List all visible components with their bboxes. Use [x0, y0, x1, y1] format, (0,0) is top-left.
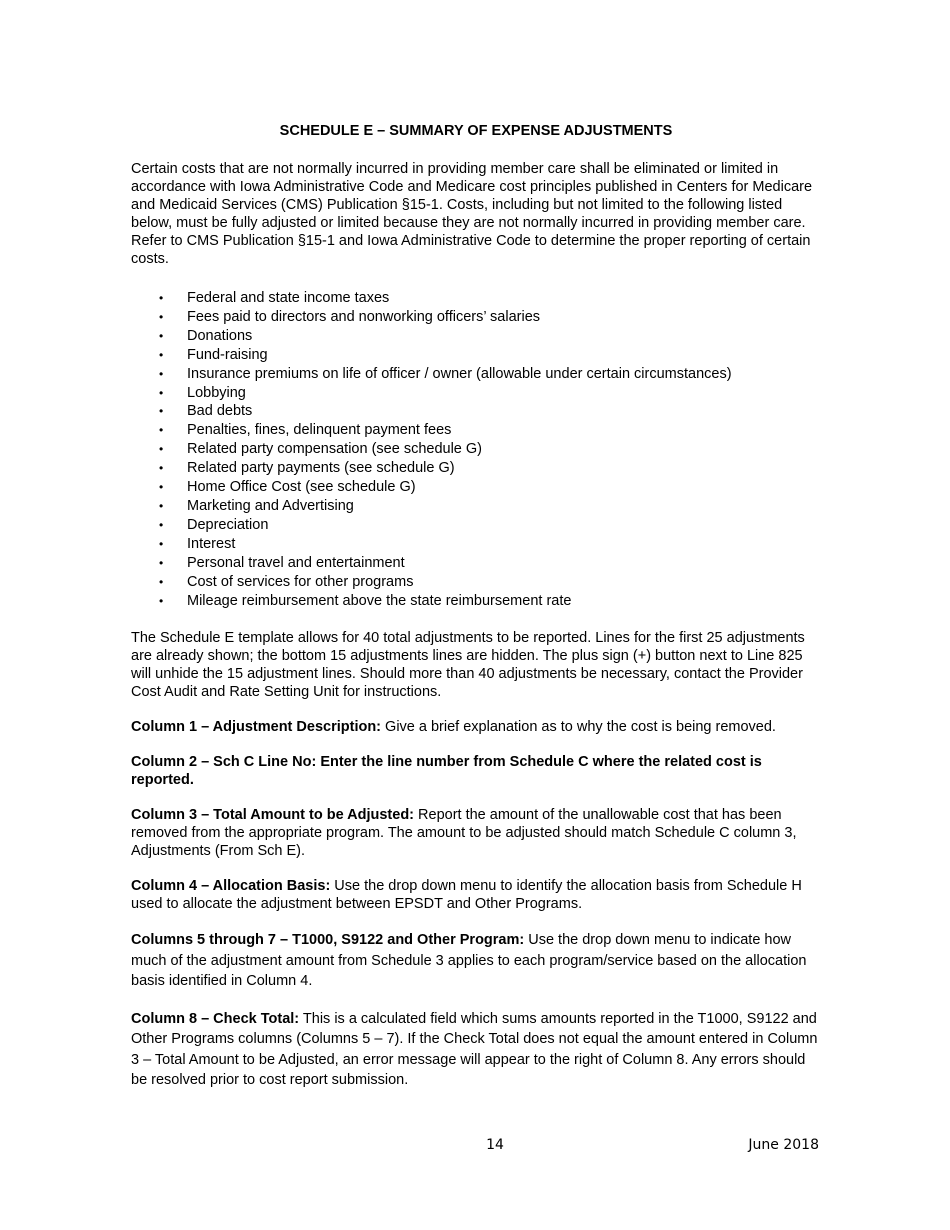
column-4-description — [131, 877, 821, 913]
bullet-icon: • — [159, 423, 164, 438]
bullet-icon: • — [159, 366, 164, 381]
list-item — [131, 573, 821, 592]
list-item — [131, 592, 821, 611]
list-item-text: Depreciation — [187, 516, 269, 533]
bullet-icon: • — [159, 309, 164, 324]
bullet-icon: • — [159, 480, 164, 495]
revision-date: June 2018 — [748, 1137, 819, 1153]
column-8-text: This is a calculated field which sums amounts reported in the T1000, S9122 and Other Programs columns (Columns 5 – 7). If the Check Total does not equal the amount entered in Column 3 – Total Amount to be Adjusted, an error message will appear to the right of Column 8. Any errors should be resolved prior to cost report submission. — [131, 1010, 818, 1089]
column-8-label: Column 8 – Check Total: — [131, 1010, 300, 1027]
list-item-text: Cost of services for other programs — [187, 573, 414, 590]
column-8-description — [131, 1009, 821, 1091]
list-item — [131, 459, 821, 478]
list-item — [131, 497, 821, 516]
bullet-icon: • — [159, 555, 164, 570]
columns-5-7-description — [131, 930, 821, 992]
list-item-text: Personal travel and entertainment — [187, 554, 405, 571]
list-item-text: Fees paid to directors and nonworking officers’ salaries — [187, 308, 541, 325]
list-item — [131, 402, 821, 421]
bullet-icon: • — [159, 442, 164, 457]
columns-5-7-text: Use the drop down menu to indicate how much of the adjustment amount from Schedule 3 applies to each program/service based on the allocation basis identified in Column 4. — [131, 932, 807, 990]
list-item-text: Donations — [187, 327, 253, 344]
column-1-label: Column 1 – Adjustment Description: — [131, 719, 382, 736]
list-item-text: Insurance premiums on life of officer / owner (allowable under certain circumstances) — [187, 365, 732, 382]
bullet-icon: • — [159, 328, 164, 343]
list-item — [131, 478, 821, 497]
document-page — [131, 122, 821, 1091]
list-item — [131, 440, 821, 459]
list-item-text: Bad debts — [187, 403, 253, 420]
list-item — [131, 384, 821, 403]
page-number: 14 — [486, 1137, 504, 1153]
list-item — [131, 308, 821, 327]
list-item — [131, 346, 821, 365]
bullet-icon: • — [159, 461, 164, 476]
list-item-text: Penalties, fines, delinquent payment fees — [187, 422, 452, 439]
bullet-icon: • — [159, 593, 164, 608]
list-item — [131, 554, 821, 573]
list-item — [131, 421, 821, 440]
column-3-label: Column 3 – Total Amount to be Adjusted: — [131, 807, 415, 824]
columns-5-7-label: Columns 5 through 7 – T1000, S9122 and Other Program: — [131, 932, 525, 949]
column-3-text: Report the amount of the unallowable cost that has been removed from the appropriate program. The amount to be adjusted should match Schedule C column 3, Adjustments (From Sch E). — [131, 807, 797, 860]
list-item-text: Federal and state income taxes — [187, 290, 390, 306]
column-2-label: Column 2 – Sch C Line No: Enter the line number from Schedule C where the related cost is reported. — [131, 754, 762, 789]
intro-paragraph: Certain costs that are not normally incurred in providing member care shall be eliminated or limited in accordance with Iowa Administrative Code and Medicare cost principles published in Centers for Medicare and Medicaid Services (CMS) Publication §15-1. Costs, including but not limited to the following listed below, must be fully adjusted or limited because they are not normally incurred in providing member care. Refer to CMS Publication §15-1 and Iowa Administrative Code to determine the proper reporting of certain costs. — [131, 161, 813, 267]
column-4-text: Use the drop down menu to identify the allocation basis from Schedule H used to allocate the adjustment between EPSDT and Other Programs. — [131, 878, 802, 913]
list-item — [131, 365, 821, 384]
list-item-text: Interest — [187, 535, 236, 552]
bullet-icon: • — [159, 291, 164, 305]
page-title: SCHEDULE E – SUMMARY OF EXPENSE ADJUSTMENTS — [279, 123, 673, 139]
column-3-description — [131, 806, 821, 860]
list-item-text: Fund-raising — [187, 346, 268, 363]
list-item-text: Related party compensation (see schedule G) — [187, 441, 482, 458]
list-item-text: Related party payments (see schedule G) — [187, 460, 455, 477]
column-1-text: Give a brief explanation as to why the cost is being removed. — [381, 719, 776, 736]
list-item — [131, 535, 821, 554]
column-1-description — [131, 718, 821, 736]
list-item-text: Home Office Cost (see schedule G) — [187, 479, 416, 496]
template-note-paragraph: The Schedule E template allows for 40 total adjustments to be reported. Lines for the first 25 adjustments are already shown; the bottom 15 adjustments lines are hidden. The plus sign (+) button next to Line 825 will unhide the 15 adjustment lines. Should more than 40 adjustments be necessary, contact the Provider Cost Audit and Rate Setting Unit for instructions. — [131, 630, 805, 701]
list-item — [131, 289, 821, 308]
bullet-icon: • — [159, 347, 164, 362]
list-item-text: Mileage reimbursement above the state reimbursement rate — [187, 592, 572, 609]
column-4-label: Column 4 – Allocation Basis: — [131, 878, 331, 895]
column-2-description — [131, 753, 821, 789]
list-item — [131, 516, 821, 535]
list-item — [131, 327, 821, 346]
bullet-icon: • — [159, 404, 164, 419]
bullet-icon: • — [159, 536, 164, 551]
bullet-icon: • — [159, 574, 164, 589]
bullet-icon: • — [159, 498, 164, 513]
bullet-icon: • — [159, 517, 164, 532]
bullet-icon: • — [159, 385, 164, 400]
list-item-text: Marketing and Advertising — [187, 497, 354, 514]
list-item-text: Lobbying — [187, 384, 246, 401]
adjustment-list — [131, 289, 821, 610]
